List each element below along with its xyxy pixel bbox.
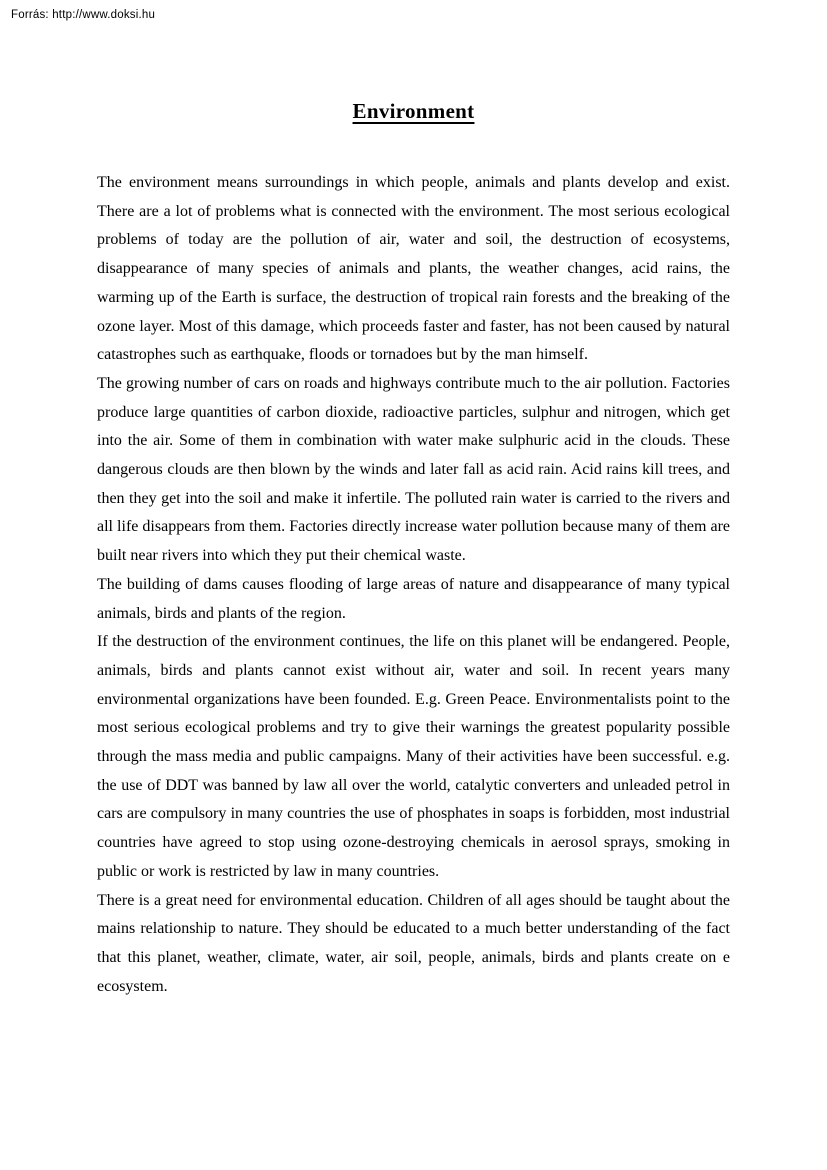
document-body [97,169,730,1001]
body-paragraph: There is a great need for environmental education. Children of all ages should be taught about the mains relationship to nature. They should be educated to a much better understanding of the fact that this planet, weather, climate, water, air soil, people, animals, birds and plants create on e ecosystem. [97,891,730,995]
body-paragraph: The environment means surroundings in which people, animals and plants develop and exist. There are a lot of problems what is connected with the environment. The most serious ecological problems of today are the pollution of air, water and soil, the destruction of ecosystems, disappearance of many species of animals and plants, the weather changes, acid rains, the warming up of the Earth is surface, the destruction of tropical rain forests and the breaking of the ozone layer. Most of this damage, which proceeds faster and faster, has not been caused by natural catastrophes such as earthquake, floods or tornadoes but by the man himself. [97,174,730,364]
page-title: Environment [352,99,475,123]
body-paragraph: The building of dams causes flooding of large areas of nature and disappearance of many typical animals, birds and plants of the region. [97,575,730,622]
source-url-line: Forrás: http://www.doksi.hu [11,9,156,21]
body-paragraph: The growing number of cars on roads and highways contribute much to the air pollution. Factories produce large quantities of carbon dioxide, radioactive particles, sulphur and nitrogen, which get into the air. Some of them in combination with water make sulphuric acid in the clouds. These dangerous clouds are then blown by the winds and later fall as acid rain. Acid rains kill trees, and then they get into the soil and make it infertile. The polluted rain water is carried to the rivers and all life disappears from them. Factories directly increase water pollution because many of them are built near rivers into which they put their chemical waste. [97,374,730,565]
body-paragraph: If the destruction of the environment continues, the life on this planet will be endangered. People, animals, birds and plants cannot exist without air, water and soil. In recent years many environmental organizations have been founded. E.g. Green Peace. Environmentalists point to the most serious ecological problems and try to give their warnings the greatest popularity possible through the mass media and public campaigns. Many of their activities have been successful. e.g. the use of DDT was banned by law all over the world, catalytic converters and unleaded petrol in cars are compulsory in many countries the use of phosphates in soaps is forbidden, most industrial countries have agreed to stop using ozone-destroying chemicals in aerosol sprays, smoking in public or work is restricted by law in many countries. [97,633,730,880]
